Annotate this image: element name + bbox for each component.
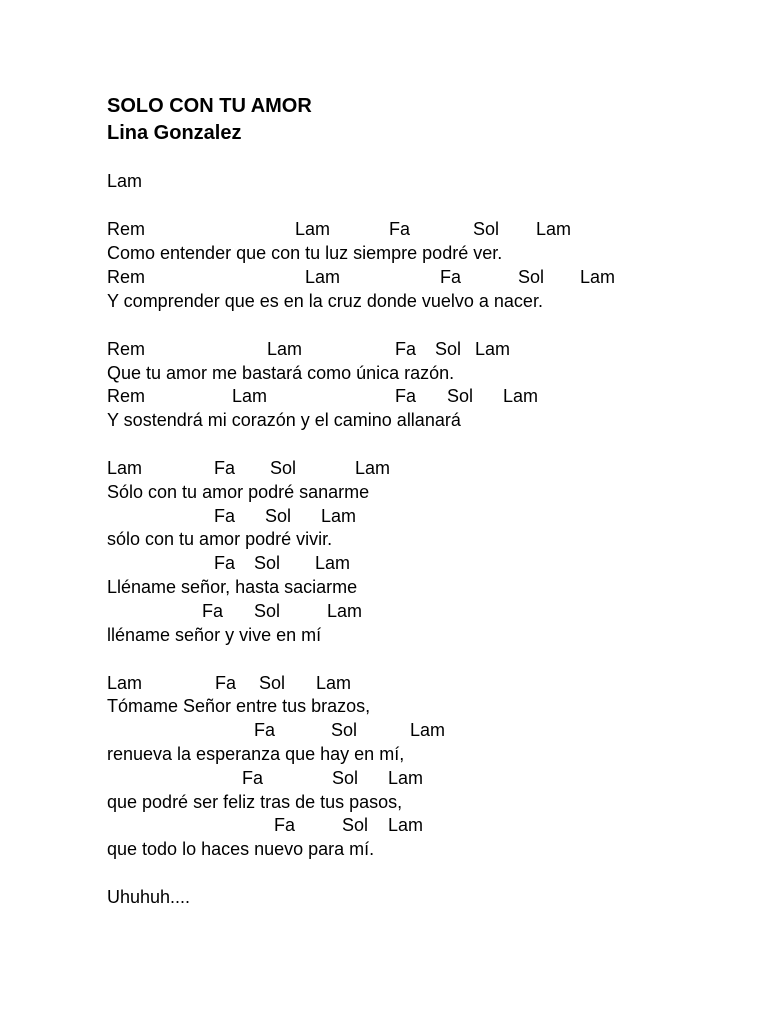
lyric-text: sólo con tu amor podré vivir. bbox=[107, 529, 333, 549]
chord: Lam bbox=[536, 219, 572, 239]
lyric-line bbox=[0, 790, 768, 814]
chord: Lam bbox=[503, 386, 539, 406]
chord: Sol bbox=[518, 267, 545, 287]
chord: Lam bbox=[410, 720, 446, 740]
chord: Rem bbox=[107, 267, 146, 287]
lyric-text: que todo lo haces nuevo para mí. bbox=[107, 839, 375, 859]
chord-line bbox=[0, 599, 768, 623]
lyric-text: Como entender que con tu luz siempre podré ver. bbox=[107, 243, 503, 263]
chord: Sol bbox=[331, 720, 358, 740]
chord: Fa bbox=[395, 339, 417, 359]
chord: Sol bbox=[254, 553, 281, 573]
lyric-line bbox=[0, 527, 768, 551]
chord: Lam bbox=[327, 601, 363, 621]
lyric-text: Que tu amor me bastará como única razón. bbox=[107, 363, 455, 383]
lyric-text: Sólo con tu amor podré sanarme bbox=[107, 482, 370, 502]
chord: Fa bbox=[254, 720, 276, 740]
chord: Lam bbox=[580, 267, 616, 287]
song-title: SOLO CON TU AMOR bbox=[107, 95, 312, 117]
chord: Lam bbox=[267, 339, 303, 359]
song-artist: Lina Gonzalez bbox=[107, 122, 242, 144]
lyric-text: renueva la esperanza que hay en mí, bbox=[107, 744, 405, 764]
chord: Fa bbox=[215, 673, 237, 693]
chord: Rem bbox=[107, 386, 146, 406]
chord: Rem bbox=[107, 339, 146, 359]
chord: Sol bbox=[332, 768, 359, 788]
chord: Sol bbox=[447, 386, 474, 406]
lyric-line bbox=[0, 742, 768, 766]
chord: Lam bbox=[232, 386, 268, 406]
lyric-text: lléname señor y vive en mí bbox=[107, 625, 322, 645]
chord: Lam bbox=[475, 339, 511, 359]
chord-line bbox=[0, 337, 768, 361]
lyric-line bbox=[0, 623, 768, 647]
lyric-text: que podré ser feliz tras de tus pasos, bbox=[107, 792, 403, 812]
chord: Lam bbox=[305, 267, 341, 287]
chord: Sol bbox=[254, 601, 281, 621]
chord-line bbox=[0, 384, 768, 408]
chord: Fa bbox=[214, 553, 236, 573]
chord: Lam bbox=[295, 219, 331, 239]
lyric-line bbox=[0, 241, 768, 265]
chord: Lam bbox=[388, 815, 424, 835]
chord-line bbox=[0, 551, 768, 575]
chord: Fa bbox=[214, 506, 236, 526]
chord: Sol bbox=[342, 815, 369, 835]
chord: Fa bbox=[440, 267, 462, 287]
lyric-text: Y comprender que es en la cruz donde vuelvo a nacer. bbox=[107, 291, 543, 311]
chord: Rem bbox=[107, 219, 146, 239]
lyric-text: Tómame Señor entre tus brazos, bbox=[107, 696, 371, 716]
chord: Lam bbox=[321, 506, 357, 526]
chord: Sol bbox=[435, 339, 462, 359]
chord-line bbox=[0, 718, 768, 742]
chord: Sol bbox=[473, 219, 500, 239]
chord: Fa bbox=[395, 386, 417, 406]
lyric-text: Lléname señor, hasta saciarme bbox=[107, 577, 358, 597]
chord: Sol bbox=[270, 458, 297, 478]
chord: Fa bbox=[202, 601, 224, 621]
chord-line bbox=[0, 265, 768, 289]
chord: Lam bbox=[107, 171, 143, 191]
lyric-line bbox=[0, 361, 768, 385]
chord-line bbox=[0, 766, 768, 790]
lyric-line bbox=[0, 694, 768, 718]
chord: Lam bbox=[107, 458, 143, 478]
chord-line bbox=[0, 217, 768, 241]
chord-line bbox=[0, 671, 768, 695]
chord: Lam bbox=[107, 673, 143, 693]
intro-chord-line bbox=[0, 169, 768, 193]
lyric-line bbox=[0, 837, 768, 861]
chord: Lam bbox=[316, 673, 352, 693]
chord: Fa bbox=[214, 458, 236, 478]
lyric-line bbox=[0, 408, 768, 432]
chord: Fa bbox=[242, 768, 264, 788]
lyric-line bbox=[0, 480, 768, 504]
chord-line bbox=[0, 504, 768, 528]
chord: Lam bbox=[315, 553, 351, 573]
chord-line bbox=[0, 456, 768, 480]
chord: Sol bbox=[265, 506, 292, 526]
chord: Lam bbox=[355, 458, 391, 478]
chord-line bbox=[0, 813, 768, 837]
lyric-line bbox=[0, 289, 768, 313]
lyric-text: Y sostendrá mi corazón y el camino allanará bbox=[107, 410, 461, 430]
chord: Fa bbox=[389, 219, 411, 239]
chord: Fa bbox=[274, 815, 296, 835]
outro-line bbox=[0, 885, 768, 909]
lyric-line bbox=[0, 575, 768, 599]
chord: Lam bbox=[388, 768, 424, 788]
chord: Sol bbox=[259, 673, 286, 693]
lyric-text: Uhuhuh.... bbox=[107, 887, 191, 907]
